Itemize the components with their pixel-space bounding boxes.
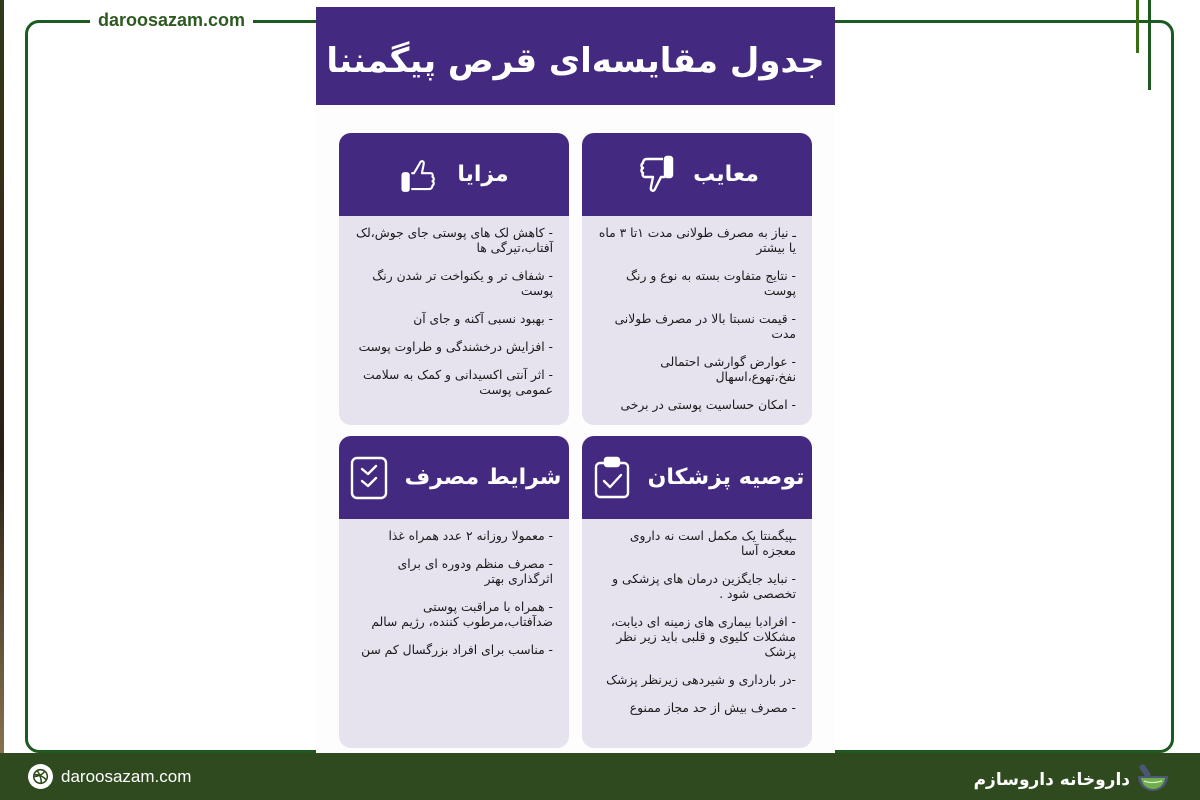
cons-card bbox=[582, 133, 812, 425]
list-item: - امکان حساسیت پوستی در برخی bbox=[620, 398, 796, 412]
list-item: - اثر آنتی اکسیدانی و کمک به سلامت عمومی پوست bbox=[363, 368, 553, 397]
left-edge-strip bbox=[0, 0, 4, 760]
list-item: - مناسب برای افراد بزرگسال کم سن bbox=[361, 643, 553, 657]
usage-title: شرایط مصرف bbox=[404, 465, 562, 490]
decorative-line bbox=[1148, 0, 1151, 90]
mortar-pestle-icon bbox=[1136, 762, 1170, 798]
comparison-infographic bbox=[316, 7, 835, 753]
decorative-line bbox=[1136, 0, 1139, 53]
globe-icon bbox=[28, 764, 53, 789]
thumbs-up-icon bbox=[399, 153, 443, 197]
list-item: - مصرف بیش از حد مجاز ممنوع bbox=[629, 701, 796, 715]
page-title: جدول مقایسه‌ای قرص پیگمننا bbox=[326, 41, 825, 81]
list-item: - همراه با مراقبت پوستی ضدآفتاب،مرطوب کننده، رژیم سالم bbox=[371, 600, 553, 629]
pros-title: مزایا bbox=[457, 162, 509, 187]
list-item: -در بارداری و شیردهی زیرنظر پزشک bbox=[606, 673, 796, 687]
list-item: - نتایج متفاوت بسته به نوع و رنگ پوست bbox=[626, 269, 796, 298]
clipboard-check-icon bbox=[590, 456, 634, 500]
list-item: - قیمت نسبتا بالا در مصرف طولانی مدت bbox=[614, 312, 796, 341]
footer-website-link[interactable] bbox=[28, 764, 191, 789]
brand-name: داروخانه داروسازم bbox=[973, 770, 1130, 790]
checklist-icon bbox=[347, 456, 391, 500]
list-item: - مصرف منظم ودوره ای برای اثرگذاری بهتر bbox=[397, 557, 553, 586]
doctors-list bbox=[582, 519, 812, 737]
list-item: - بهبود نسبی آکنه و جای آن bbox=[413, 312, 553, 326]
usage-list bbox=[339, 519, 569, 679]
list-item: - کاهش لک های پوستی جای جوش،لک آفتاب،تیرگی ها bbox=[356, 226, 553, 255]
list-item: - افرادبا بیماری های زمینه ای دیابت، مشکلات کلیوی و قلبی باید زیر نظر پزشک bbox=[610, 615, 796, 659]
list-item: - افزایش درخشندگی و طراوت پوست bbox=[358, 340, 553, 354]
site-label: daroosazam.com bbox=[90, 8, 253, 32]
list-item: - عوارض گوارشی احتمالی نفخ،تهوع،اسهال bbox=[660, 355, 796, 384]
doctors-advice-card bbox=[582, 436, 812, 748]
usage-conditions-card bbox=[339, 436, 569, 748]
list-item: - شفاف تر و یکنواخت تر شدن رنگ پوست bbox=[372, 269, 553, 298]
list-item: ـ نیاز به مصرف طولانی مدت ۱تا ۳ ماه یا بیشتر bbox=[598, 226, 796, 255]
pros-card-header bbox=[339, 133, 569, 216]
doctors-card-header bbox=[582, 436, 812, 519]
list-item: - نباید جایگزین درمان های پزشکی و تخصصی شود . bbox=[612, 572, 796, 601]
footer-bar bbox=[0, 753, 1200, 800]
footer-url: daroosazam.com bbox=[61, 766, 192, 786]
cons-list bbox=[582, 216, 812, 425]
cons-title: معایب bbox=[693, 162, 759, 187]
list-item: - معمولا روزانه ۲ عدد همراه غذا bbox=[388, 529, 553, 543]
thumbs-down-icon bbox=[635, 153, 679, 197]
title-banner bbox=[316, 7, 835, 105]
list-item: ـپیگمنتا یک مکمل است نه داروی معجزه آسا bbox=[629, 529, 796, 558]
doctors-title: توصیه پزشکان bbox=[647, 465, 805, 490]
footer-brand bbox=[974, 762, 1170, 798]
pros-card bbox=[339, 133, 569, 425]
cons-card-header bbox=[582, 133, 812, 216]
pros-list bbox=[339, 216, 569, 419]
usage-card-header bbox=[339, 436, 569, 519]
